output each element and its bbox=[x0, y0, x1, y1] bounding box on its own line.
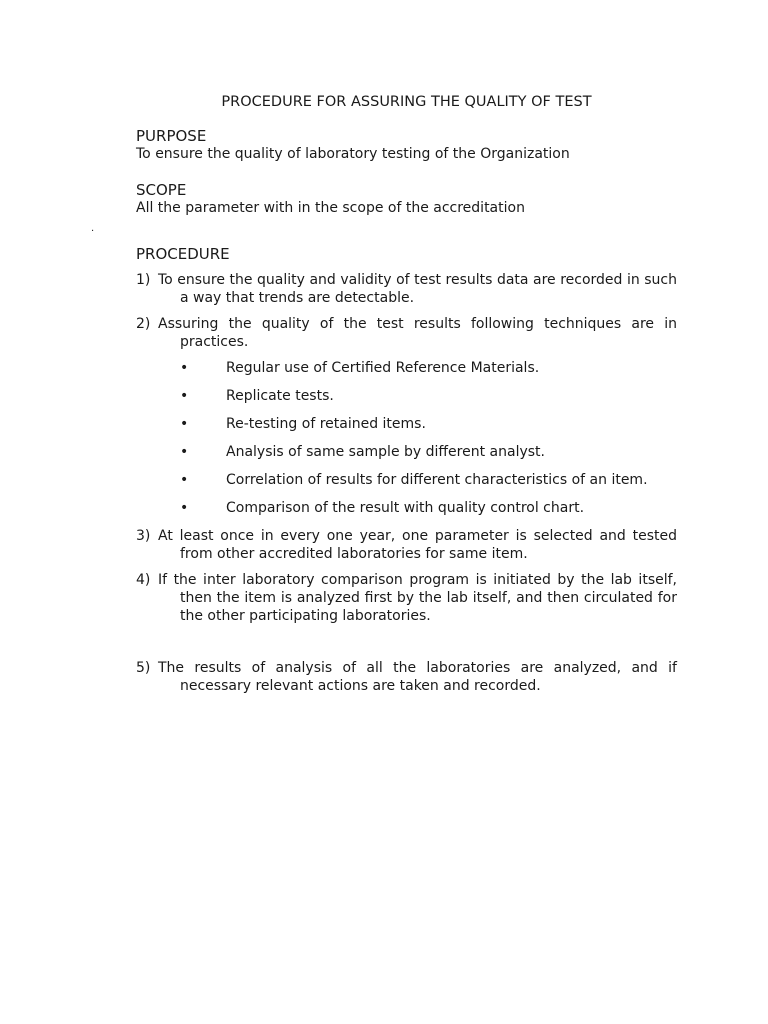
item-number: 3) bbox=[136, 528, 151, 544]
page-title: PROCEDURE FOR ASSURING THE QUALITY OF TEST bbox=[221, 94, 592, 110]
procedure-heading: PROCEDURE bbox=[136, 245, 230, 263]
item-text: If the inter laboratory comparison program is initiated by the lab itself, then the item is analyzed first by the lab itself, and then circulated for the other participating laboratories. bbox=[158, 572, 677, 624]
item-number: 1) bbox=[136, 272, 151, 288]
list-item bbox=[136, 443, 677, 461]
spacer bbox=[136, 633, 677, 659]
list-item bbox=[136, 359, 677, 377]
techniques-list bbox=[136, 359, 677, 517]
bullet-text: Replicate tests. bbox=[226, 388, 334, 404]
scope-section bbox=[136, 181, 677, 217]
scope-heading: SCOPE bbox=[136, 181, 187, 199]
bullet-icon: • bbox=[180, 360, 189, 376]
procedure-item bbox=[136, 271, 677, 307]
item-text: At least once in every one year, one parameter is selected and tested from other accredited laboratories for same item. bbox=[158, 528, 677, 562]
bullet-icon: • bbox=[180, 444, 189, 460]
procedure-item bbox=[136, 315, 677, 351]
stray-mark: . bbox=[91, 223, 95, 234]
bullet-text: Comparison of the result with quality control chart. bbox=[226, 500, 585, 516]
list-item bbox=[136, 387, 677, 405]
item-text: The results of analysis of all the laboratories are analyzed, and if necessary relevant actions are taken and recorded. bbox=[158, 660, 677, 694]
bullet-text: Re-testing of retained items. bbox=[226, 416, 426, 432]
list-item bbox=[136, 499, 677, 517]
bullet-icon: • bbox=[180, 500, 189, 516]
bullet-text: Analysis of same sample by different analyst. bbox=[226, 444, 545, 460]
procedure-item bbox=[136, 527, 677, 563]
item-number: 5) bbox=[136, 660, 151, 676]
bullet-icon: • bbox=[180, 388, 189, 404]
bullet-icon: • bbox=[180, 472, 189, 488]
list-item bbox=[136, 415, 677, 433]
item-number: 2) bbox=[136, 316, 151, 332]
bullet-icon: • bbox=[180, 416, 189, 432]
procedure-item bbox=[136, 571, 677, 625]
scope-text: All the parameter with in the scope of the accreditation bbox=[136, 200, 525, 216]
purpose-section bbox=[136, 127, 677, 163]
procedure-item bbox=[136, 659, 677, 695]
item-text: To ensure the quality and validity of test results data are recorded in such a way that trends are detectable. bbox=[158, 272, 677, 306]
list-item bbox=[136, 471, 677, 489]
bullet-text: Correlation of results for different characteristics of an item. bbox=[226, 472, 648, 488]
purpose-text: To ensure the quality of laboratory testing of the Organization bbox=[136, 146, 570, 162]
item-text: Assuring the quality of the test results following techniques are in practices. bbox=[158, 316, 677, 350]
item-number: 4) bbox=[136, 572, 151, 588]
purpose-heading: PURPOSE bbox=[136, 127, 207, 145]
document-page bbox=[136, 93, 677, 703]
bullet-text: Regular use of Certified Reference Materials. bbox=[226, 360, 540, 376]
